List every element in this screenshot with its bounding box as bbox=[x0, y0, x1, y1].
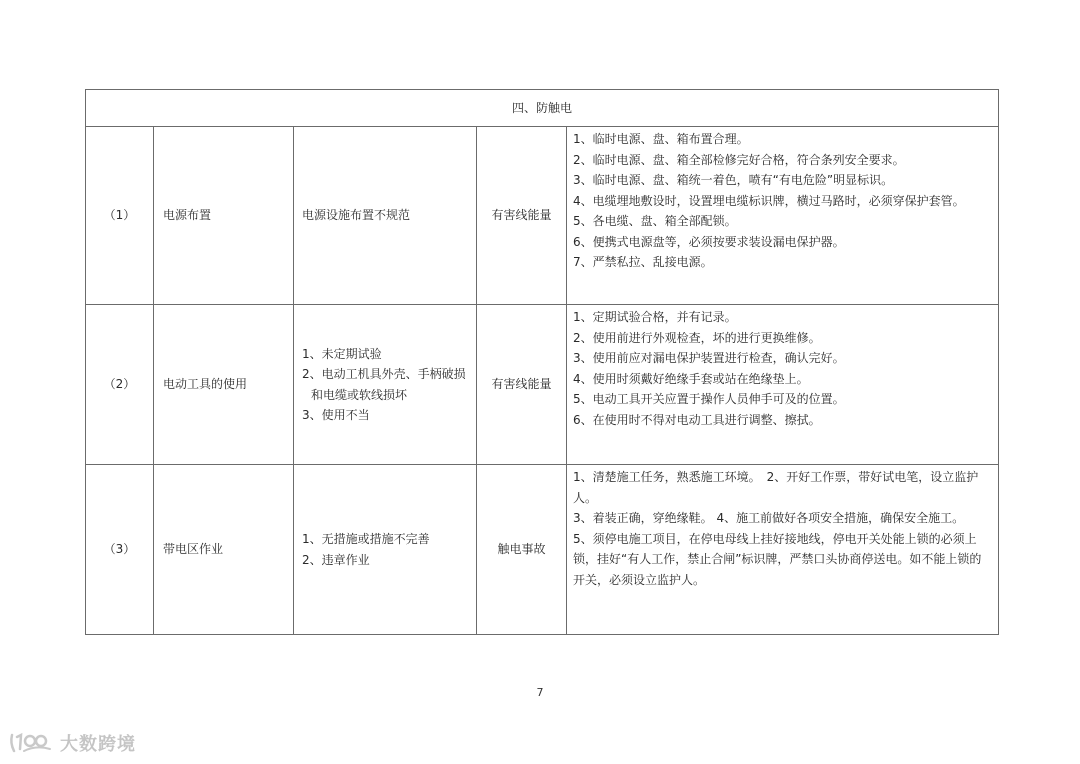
table-row bbox=[86, 465, 999, 635]
item-name: 电动工具的使用 bbox=[154, 305, 294, 465]
brand-logo-icon bbox=[8, 731, 54, 755]
section-header-row bbox=[86, 90, 999, 127]
control-measures bbox=[567, 465, 999, 635]
measure-line: 1、清楚施工任务，熟悉施工环境。 2、开好工作票，带好试电笔，设立监护人。 bbox=[573, 470, 979, 505]
hazard-type: 有害线能量 bbox=[477, 305, 567, 465]
measure-line: 1、临时电源、盘、箱布置合理。 bbox=[573, 132, 749, 146]
page-number: 7 bbox=[536, 686, 544, 699]
measure-line: 6、在使用时不得对电动工具进行调整、擦拭。 bbox=[573, 412, 821, 427]
watermark bbox=[8, 730, 136, 756]
row-number: （1） bbox=[86, 127, 154, 305]
measure-line: 4、电缆埋地敷设时，设置埋电缆标识牌，横过马路时，必须穿保护套管。 bbox=[573, 193, 965, 208]
risk-factor: 电源设施布置不规范 bbox=[302, 208, 411, 223]
risk-factors bbox=[294, 127, 477, 305]
risk-factor: 2、违章作业 bbox=[302, 552, 370, 567]
control-measures bbox=[567, 305, 999, 465]
measure-line: 1、定期试验合格，并有记录。 bbox=[573, 310, 737, 324]
risk-factors bbox=[294, 465, 477, 635]
measure-line: 5、须停电施工项目，在停电母线上挂好接地线，停电开关处能上锁的必须上锁，挂好“有人工作，禁止合闸”标识牌，严禁口头协商停送电。如不能上锁的开关，必须设立监护人。 bbox=[573, 531, 982, 587]
table-row bbox=[86, 127, 999, 305]
row-number: （3） bbox=[86, 465, 154, 635]
measure-line: 3、使用前应对漏电保护装置进行检查，确认完好。 bbox=[573, 351, 845, 365]
section-title: 四、防触电 bbox=[86, 90, 999, 127]
risk-factors bbox=[294, 305, 477, 465]
control-measures bbox=[567, 127, 999, 305]
measure-line: 2、临时电源、盘、箱全部检修完好合格，符合条列安全要求。 bbox=[573, 152, 905, 167]
measure-line: 6、便携式电源盘等，必须按要求装设漏电保护器。 bbox=[573, 234, 845, 249]
risk-factor: 1、无措施或措施不完善 bbox=[302, 532, 430, 546]
watermark-text: 大数跨境 bbox=[60, 734, 136, 755]
measure-line: 7、严禁私拉、乱接电源。 bbox=[573, 255, 713, 269]
measure-line: 5、电动工具开关应置于操作人员伸手可及的位置。 bbox=[573, 392, 845, 406]
measure-line: 3、临时电源、盘、箱统一着色，喷有“有电危险”明显标识。 bbox=[573, 173, 894, 187]
measure-line: 3、着装正确，穿绝缘鞋。 4、施工前做好各项安全措施，确保安全施工。 bbox=[573, 511, 965, 525]
measure-line: 2、使用前进行外观检查，坏的进行更换维修。 bbox=[573, 330, 821, 345]
risk-factor: 2、电动工机具外壳、手柄破损和电缆或软线损坏 bbox=[302, 367, 466, 402]
row-number: （2） bbox=[86, 305, 154, 465]
item-name: 带电区作业 bbox=[154, 465, 294, 635]
measure-line: 5、各电缆、盘、箱全部配锁。 bbox=[573, 214, 737, 228]
measure-line: 4、使用时须戴好绝缘手套或站在绝缘垫上。 bbox=[573, 371, 809, 386]
item-name: 电源布置 bbox=[154, 127, 294, 305]
hazard-type: 触电事故 bbox=[477, 465, 567, 635]
hazard-table bbox=[85, 89, 999, 635]
risk-factor: 1、未定期试验 bbox=[302, 346, 382, 361]
table-row bbox=[86, 305, 999, 465]
risk-factor: 3、使用不当 bbox=[302, 408, 370, 422]
hazard-type: 有害线能量 bbox=[477, 127, 567, 305]
